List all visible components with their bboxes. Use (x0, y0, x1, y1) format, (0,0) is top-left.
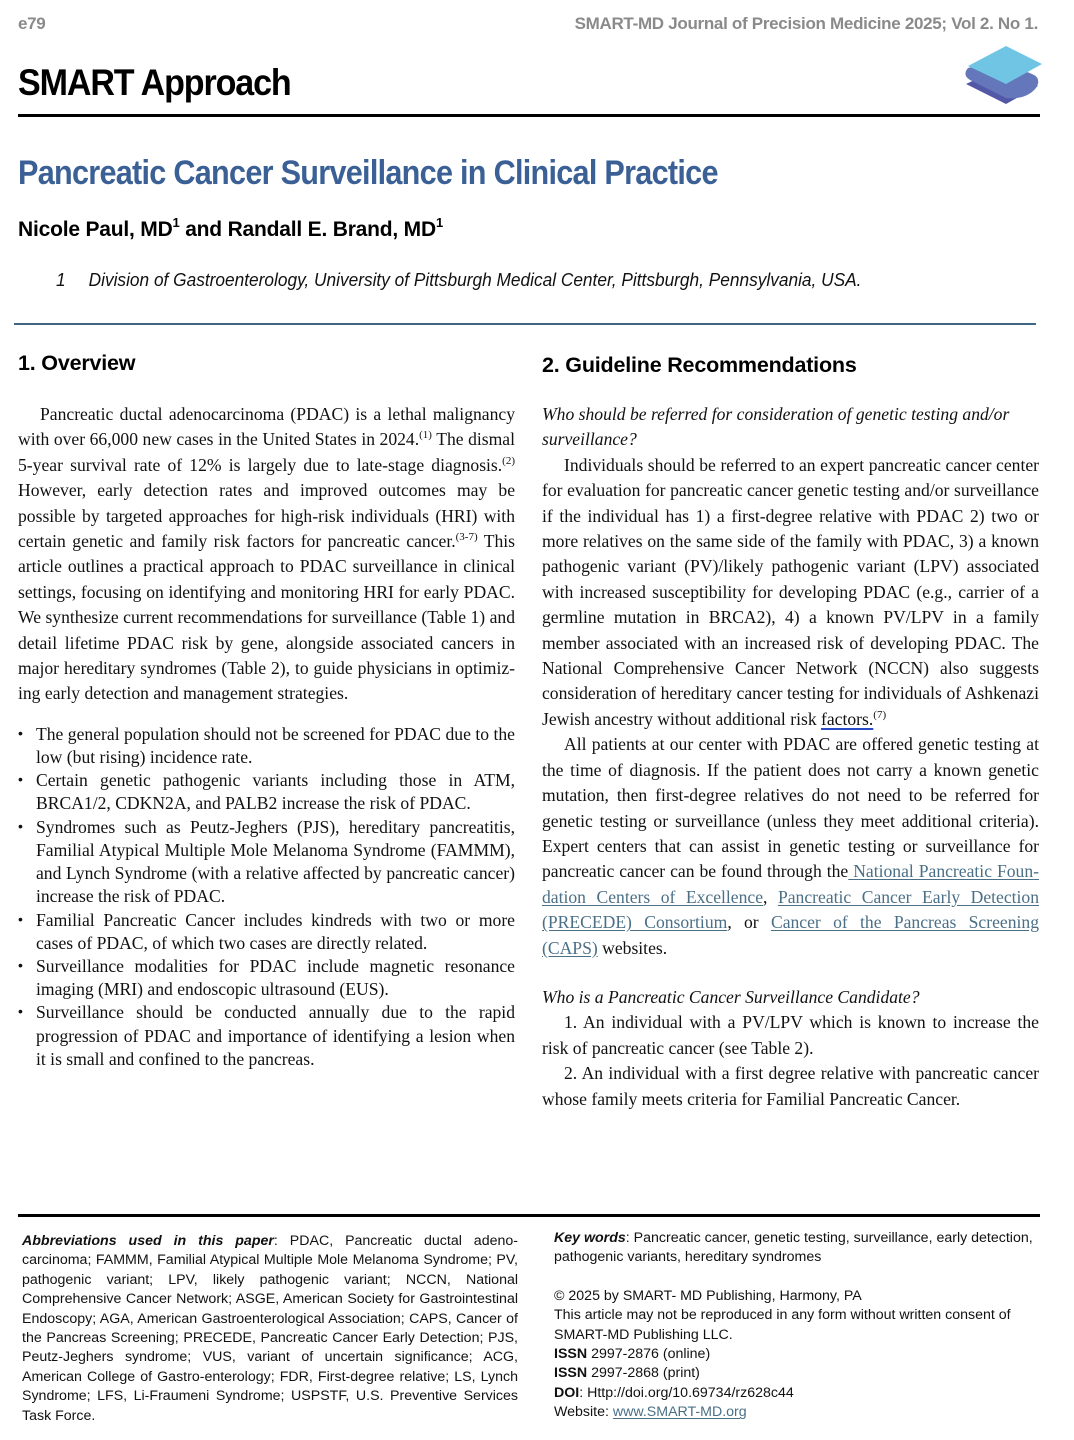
citation[interactable]: (3-7) (455, 531, 478, 544)
header-rule (18, 114, 1040, 117)
key-point: • Familial Pancreatic Cancer includes kindreds with two or more cases of PDAC, of which two cases are directly related. (18, 909, 515, 955)
doi-label: DOI (554, 1384, 580, 1401)
candidate-question: Who is a Pancreatic Cancer Surveillance Candidate? (542, 986, 920, 1007)
issn-value: 2997-2876 (online) (587, 1346, 711, 1363)
page-number: e79 (18, 14, 46, 33)
copyright: © 2025 by SMART- MD Publishing, Harmony, PA (554, 1287, 862, 1304)
expert-centers-paragraph (542, 732, 1039, 961)
text-run: This article outlines a practical approach to PDAC surveillance in clinical settings, focusing on identifying and monitoring HRI for early PDAC. We synthesize current recommendations for surveillance (Table 1) and detail lifetime PDAC risk by gene, alongside associated cancers in major hereditary syndromes (Table 2), to guide physicians in optimizing early detection and management strategies. (18, 531, 515, 704)
text-run: All patients at our center with PDAC are offered genetic testing at the time of diagnosis. If the patient does not carry a known genetic mutation, then first-degree relatives do not need to be referred for genetic testing or surveillance (unless they meet additional criteria). Expert centers that can assist in genetic testing or surveillance for pancreatic cancer can be found through the (542, 734, 1039, 882)
author-list (18, 215, 443, 242)
author-name: Nicole Paul, MD (18, 218, 173, 241)
section-tag: SMART Approach (18, 62, 291, 103)
text-run: , (763, 886, 778, 907)
affiliation (56, 270, 861, 291)
affiliation-text: Division of Gastroenterology, University of Pittsburgh Medical Center, Pittsburgh, Pennsylvania, USA. (88, 270, 862, 290)
key-point: • Certain genetic pathogenic variants including those in ATM, BRCA1/2, CDKN2A, and PALB2 increase the risk of PDAC. (18, 769, 515, 815)
author-joiner: and (179, 218, 228, 241)
text-run: Individuals should be referred to an expert pancreatic cancer center for evaluation for pancreatic cancer genetic testing and/or surveillance if the individual has 1) a first-degree relative with PDAC 2) two or more relatives on the same side of the family with PDAC, 3) a known pathogenic variant (PV)/likely pathogenic variant (LPV) associated with increased susceptibility for developing PDAC (e.g., carrier of a germline mutation in BRCA2), 4) a known PV/LPV in a family member associated with an increased risk of developing PDAC. The National Comprehensive Cancer Network (NCCN) also suggests consideration of hereditary cancer testing for individuals of Ashkenazi Jewish ancestry without additional risk (542, 454, 1039, 729)
text-run: The dismal 5-year survival rate of 12% is largely due to late-stage diagnosis. (18, 429, 516, 475)
overview-heading: 1. Overview (18, 351, 136, 375)
right-column (542, 348, 1039, 1112)
text-run: , or (727, 912, 771, 933)
precede-link[interactable]: Pancreatic Cancer Early Detection (PRECEDE) Consortium (542, 886, 1040, 933)
caps-link[interactable]: Cancer of the Pancreas Screening (CAPS) (542, 912, 1039, 958)
citation[interactable]: (2) (502, 454, 515, 467)
issn-online (554, 1345, 1034, 1364)
journal-name: SMART-MD Journal of Precision Medicine 2025; Vol 2. No 1. (574, 14, 1038, 33)
key-points-list (18, 723, 515, 1071)
issn-label: ISSN (554, 1365, 588, 1382)
candidate-item: 1. An individual with a PV/LPV which is known to increase the risk of pancreatic cancer (see Table 2). (542, 1012, 1039, 1058)
issn-value: 2997-2868 (print) (587, 1365, 700, 1382)
website-label: Website: (554, 1404, 613, 1421)
key-point: • Syndromes such as Peutz-Jeghers (PJS), hereditary pancreatitis, Familial Atypical Multiple Mole Melanoma Syndrome (FAMMM), and Lynch Syndrome (with a relative affected by pancreatic cancer) increase the risk of PDAC. (18, 816, 515, 909)
citation[interactable]: (1) (419, 429, 432, 442)
abbreviations-label: Abbreviations used in this paper (22, 1233, 274, 1249)
guidelines-heading: 2. Guideline Recommendations (542, 353, 857, 377)
website-link[interactable]: www.SMART-MD.org (612, 1404, 747, 1421)
citation[interactable]: (7) (873, 708, 887, 721)
key-point: • Surveillance modalities for PDAC include magnetic resonance imaging (MRI) and endoscopic ultrasound (EUS). (18, 955, 515, 1001)
author-name: Randall E. Brand, MD (227, 218, 436, 241)
author-affiliation-mark: 1 (435, 215, 443, 230)
footer-rule (18, 1214, 1040, 1217)
running-header (18, 10, 1038, 36)
key-point: • Surveillance should be conducted annually due to the rapid progression of PDAC and importance of identifying a lesion when it is small and confined to the pancreas. (18, 1001, 515, 1071)
spacer (554, 1268, 1034, 1287)
abbreviations-box (22, 1232, 518, 1426)
text-run: websites. (597, 937, 668, 958)
website (554, 1403, 1034, 1422)
article-title: Pancreatic Cancer Surveillance in Clinical Practice (18, 154, 718, 192)
key-point: • The general population should not be screened for PDAC due to the low (but rising) incidence rate. (18, 723, 515, 769)
doi (554, 1384, 1034, 1403)
npf-centers-link[interactable]: National Pancreatic Foundation Centers of Excellence (542, 861, 1039, 907)
text-run: However, early detection rates and improved outcomes may be possible by targeted approaches for high-risk individuals (HRI) with certain genetic and family risk factors for pancreatic cancer. (18, 480, 515, 552)
referral-question: Who should be referred for consideration of genetic testing and/or surveillance? (542, 404, 1010, 450)
abbreviations-text: : PDAC, Pancreatic ductal adenocarcinoma; FAMMM, Familial Atypical Multiple Mole Melanoma Syndrome; PV, pathogenic variant; LPV, likely pathogenic variant; NCCN, National Comprehensive Cancer Network; ASGE, American Society for Gastrointestinal Endoscopy; AGA, American Gastroenterological Association; CAPS, Cancer of the Pancreas Screening; PRECEDE, Pancreatic Cancer Early Detection; PJS, Peutz-Jeghers syndrome; VUS, variant of uncertain significance; ACG, American College of Gastro-enterology; FDR, First-degree relative; LS, Lynch Syndrome; LFS, Li-Fraumeni Syndrome; USPSTF, U.S. Preventive Services Task Force. (22, 1233, 518, 1424)
left-column (18, 348, 515, 1071)
keywords (554, 1229, 1034, 1268)
rights-notice: This article may not be reproduced in any form without written consent of SMART-MD Publishing LLC. (554, 1307, 1011, 1343)
title-divider (14, 323, 1036, 325)
affiliation-number: 1 (56, 270, 66, 290)
factors-link[interactable]: factors. (821, 708, 874, 729)
keywords-text: : Pancreatic cancer, genetic testing, surveillance, early detection, pathogenic variants, hereditary syndromes (554, 1230, 1033, 1266)
candidate-item: 2. An individual with a first degree relative with pancreatic cancer whose family meets criteria for Familial Pancreatic Cancer. (542, 1063, 1039, 1109)
text-run: Pancreatic ductal adenocarcinoma (PDAC) is a lethal malignancy with over 66,000 new cases in the United States in 2024. (18, 404, 515, 450)
issn-label: ISSN (554, 1346, 588, 1363)
doi-value: : Http://doi.org/10.69734/rz628c44 (579, 1384, 794, 1401)
referral-paragraph (542, 453, 1039, 732)
author-affiliation-mark: 1 (172, 215, 180, 230)
issn-print (554, 1364, 1034, 1383)
overview-paragraph (18, 402, 515, 707)
keywords-label: Key words (554, 1230, 626, 1246)
publication-info (554, 1229, 1034, 1423)
layered-stack-logo-icon (962, 42, 1044, 106)
